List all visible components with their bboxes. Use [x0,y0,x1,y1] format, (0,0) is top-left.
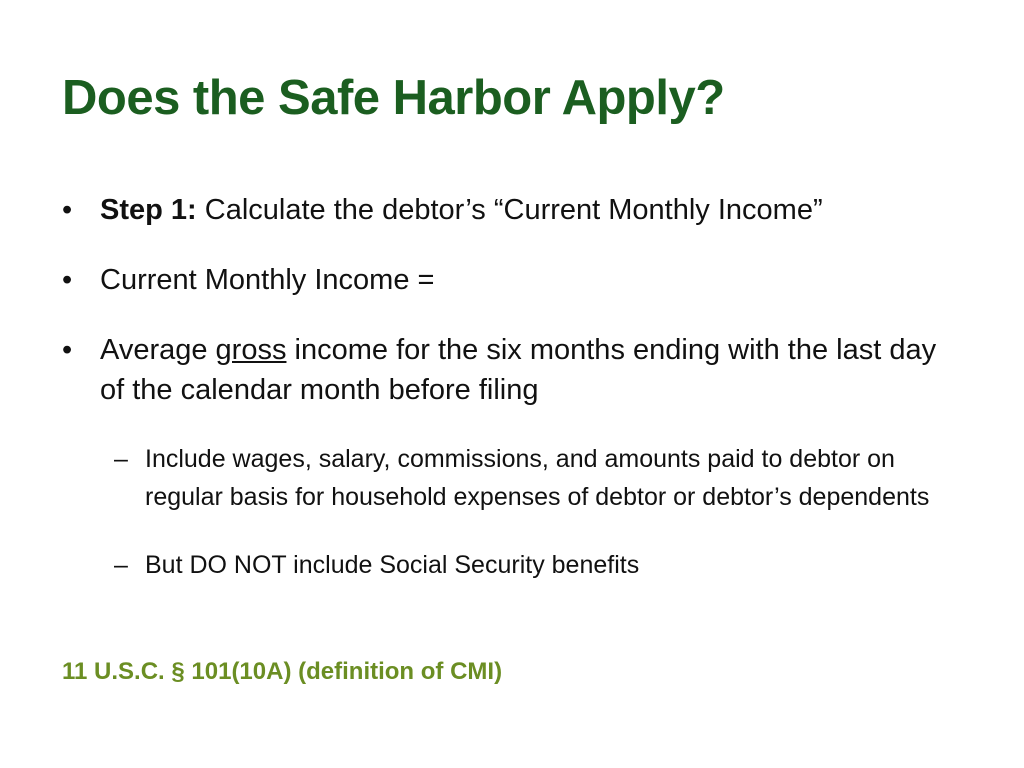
bullet-dot: • [62,264,73,296]
sub-bullet-text: But DO NOT include Social Security benefits [145,551,640,579]
bullet-lead-bold: Step 1: [100,194,197,226]
bullet-dot: • [62,194,73,226]
sub-bullet-text: Include wages, salary, commissions, and amounts paid to debtor on regular basis for household expenses of debtor or debtor’s dependents [145,445,930,511]
bullet-text-pre: Average [100,334,216,366]
bullet-list [62,190,962,614]
bullet-dot: • [62,334,73,366]
slide-title: Does the Safe Harbor Apply? [62,71,725,125]
statute-citation: 11 U.S.C. § 101(10A) (definition of CMI) [62,658,503,685]
bullet-text: Calculate the debtor’s “Current Monthly Income” [196,194,823,226]
bullet-average-gross-income [62,330,962,410]
bullet-step-1 [62,190,962,230]
sub-bullet-dash: – [114,445,128,473]
bullet-text: Current Monthly Income = [100,264,435,296]
sub-bullet-include [62,440,962,516]
bullet-text-underlined: gross [215,334,287,366]
sub-bullet-dash: – [114,551,128,579]
bullet-cmi-definition [62,260,962,300]
sub-bullet-exclude [62,546,962,584]
bullet-text-post: income for the six months ending with the last day of the calendar month before filing [100,334,937,406]
